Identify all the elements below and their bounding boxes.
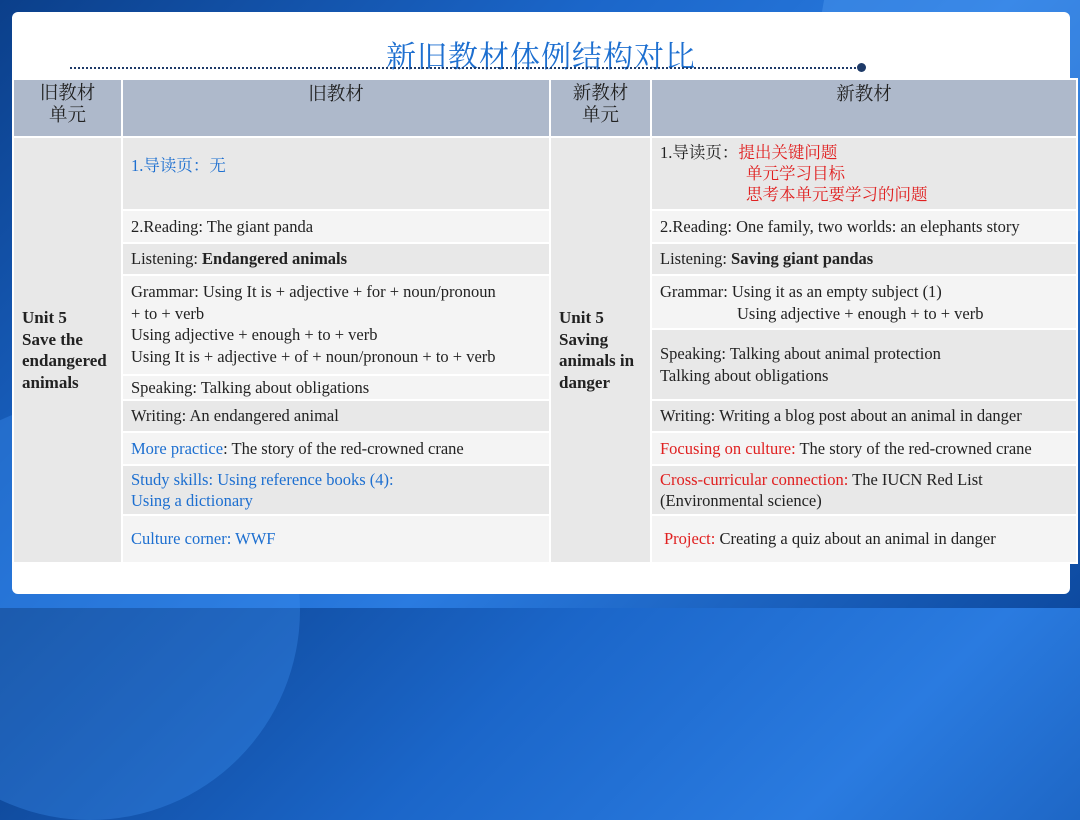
old-study-skills-cell: Study skills: Using reference books (4): Using a dictionary [122, 465, 550, 515]
new-listening-cell: Listening: Saving giant pandas [651, 243, 1077, 275]
new-unit-line: Unit 5 [559, 308, 604, 327]
old-unit-line: Unit 5 [22, 308, 67, 327]
new-reading-cell: 2.Reading: One family, two worlds: an elephants story [651, 210, 1077, 243]
old-writing-cell: Writing: An endangered animal [122, 400, 550, 432]
header-new: 新教材 [651, 79, 1077, 137]
old-unit-line: Save the [22, 329, 83, 349]
old-guide-text: 1.导读页：无 [131, 156, 226, 175]
new-focus-culture-cell: Focusing on culture: The story of the red-crowned crane [651, 432, 1077, 465]
header-row [13, 79, 1077, 137]
new-writing-cell: Writing: Writing a blog post about an animal in danger [651, 400, 1077, 432]
new-guide-cell [651, 137, 1077, 210]
new-grammar-cell: Grammar: Using it as an empty subject (1) Using adjective + enough + to + verb [651, 275, 1077, 329]
title-underline [70, 67, 860, 69]
new-unit-line: animals in [559, 351, 635, 370]
new-guide-item: 思考本单元要学习的问题 [746, 185, 928, 204]
old-reading-cell: 2.Reading: The giant panda [122, 210, 550, 243]
table-row [13, 210, 1077, 243]
header-new-unit: 新教材 单元 [550, 79, 651, 137]
old-unit-line: endangered [22, 351, 107, 370]
new-speaking-cell: Speaking: Talking about animal protection Talking about obligations [651, 329, 1077, 400]
header-old: 旧教材 [122, 79, 550, 137]
new-unit-line: danger [559, 372, 610, 392]
table-row [13, 400, 1077, 432]
table-row [13, 432, 1077, 465]
old-listening-cell: Listening: Endangered animals [122, 243, 550, 275]
comparison-table [12, 78, 1078, 564]
table-row [13, 515, 1077, 563]
old-speaking-cell: Speaking: Talking about obligations [122, 375, 550, 400]
old-more-practice-cell: More practice: The story of the red-crowned crane [122, 432, 550, 465]
new-unit-cell [550, 137, 651, 563]
new-guide-label: 1.导读页： [660, 143, 739, 162]
old-culture-corner-cell: Culture corner: WWF [122, 515, 550, 563]
new-unit-line: Saving [559, 329, 609, 349]
header-old-unit: 旧教材 单元 [13, 79, 122, 137]
old-guide-cell [122, 137, 550, 210]
old-unit-cell [13, 137, 122, 563]
table-row [13, 275, 1077, 329]
old-grammar-cell: Grammar: Using It is + adjective + for + noun/pronoun + to + verb Using adjective + enough + to + verb Using It is + adjective + of + noun/pronoun + to + verb [122, 275, 550, 375]
slide-title: 新旧教材体例结构对比 [386, 40, 696, 75]
new-project-cell: Project: Creating a quiz about an animal in danger [651, 515, 1077, 563]
table-row [13, 137, 1077, 210]
title-underline-dot [857, 63, 866, 72]
table-row [13, 465, 1077, 515]
new-guide-item: 提出关键问题 [738, 143, 838, 162]
old-unit-line: animals [22, 372, 79, 392]
new-guide-item: 单元学习目标 [746, 164, 845, 183]
new-cross-curricular-cell: Cross-curricular connection: The IUCN Red List (Environmental science) [651, 465, 1077, 515]
table-row [13, 243, 1077, 275]
slide-card [12, 12, 1070, 594]
